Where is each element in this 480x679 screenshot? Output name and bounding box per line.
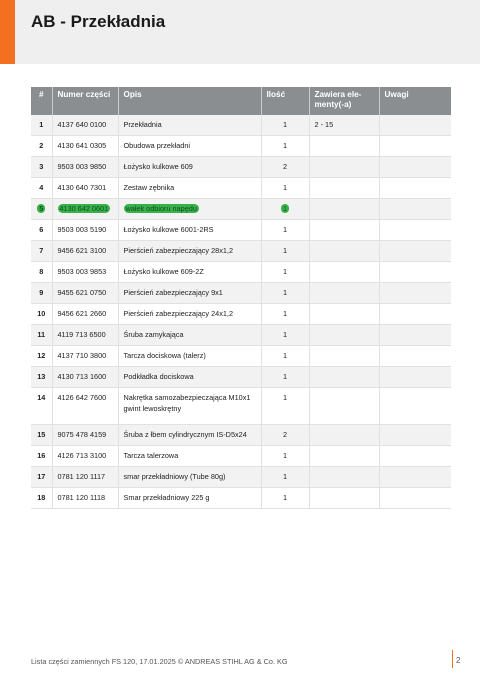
table-row [31, 425, 451, 446]
table-row [31, 178, 451, 199]
cell-row-index: 16 [31, 446, 52, 467]
cell-quantity: 1 [261, 262, 309, 283]
cell-description: Tarcza talerzowa [118, 446, 261, 467]
cell-description: Pierścień zabezpieczający 28x1,2 [118, 241, 261, 262]
cell-description: Śruba zamykająca [118, 325, 261, 346]
cell-notes [379, 178, 451, 199]
cell-part-number: 9503 003 9850 [52, 157, 118, 178]
cell-quantity: 1 [261, 467, 309, 488]
cell-contains [309, 488, 379, 509]
cell-quantity: 1 [261, 488, 309, 509]
cell-notes [379, 304, 451, 325]
cell-contains [309, 367, 379, 388]
table-row [31, 157, 451, 178]
cell-part-number: 4130 640 7301 [52, 178, 118, 199]
cell-contains [309, 388, 379, 425]
cell-part-number: 9456 621 2660 [52, 304, 118, 325]
page-title: AB - Przekładnia [31, 12, 166, 31]
accent-bar [0, 0, 15, 64]
cell-contains [309, 325, 379, 346]
cell-notes [379, 425, 451, 446]
cell-part-number: 9503 003 9853 [52, 262, 118, 283]
cell-description [118, 199, 261, 220]
cell-quantity: 1 [261, 283, 309, 304]
cell-part-number: 4126 713 3100 [52, 446, 118, 467]
table-row [31, 325, 451, 346]
table-body [31, 115, 451, 509]
cell-row-index: 10 [31, 304, 52, 325]
cell-notes [379, 367, 451, 388]
cell-contains [309, 446, 379, 467]
cell-contains: 2 - 15 [309, 115, 379, 136]
table-row [31, 283, 451, 304]
cell-row-index: 13 [31, 367, 52, 388]
cell-notes [379, 325, 451, 346]
cell-quantity: 1 [261, 241, 309, 262]
cell-contains [309, 136, 379, 157]
cell-description: Pierścień zabezpieczający 24x1,2 [118, 304, 261, 325]
col-header-quantity: Ilość [261, 87, 309, 115]
cell-quantity: 1 [261, 220, 309, 241]
highlight-mark: 5 [39, 204, 44, 213]
cell-notes [379, 136, 451, 157]
col-header-description: Opis [118, 87, 261, 115]
highlight-mark: wałek odbioru napędu [125, 204, 197, 213]
cell-notes [379, 220, 451, 241]
cell-notes [379, 488, 451, 509]
cell-contains [309, 262, 379, 283]
cell-quantity: 1 [261, 178, 309, 199]
cell-part-number [52, 199, 118, 220]
cell-row-index: 11 [31, 325, 52, 346]
page-header [0, 0, 480, 64]
col-header-notes: Uwagi [379, 87, 451, 115]
cell-notes [379, 262, 451, 283]
cell-contains [309, 199, 379, 220]
cell-quantity: 1 [261, 325, 309, 346]
cell-row-index: 15 [31, 425, 52, 446]
cell-notes [379, 157, 451, 178]
cell-contains [309, 425, 379, 446]
cell-notes [379, 283, 451, 304]
cell-description: Podkładka dociskowa [118, 367, 261, 388]
table-row [31, 367, 451, 388]
cell-notes [379, 388, 451, 425]
cell-description: Łożysko kulkowe 609-2Z [118, 262, 261, 283]
page-number: 2 [456, 656, 461, 665]
cell-contains [309, 467, 379, 488]
cell-part-number: 4137 640 0100 [52, 115, 118, 136]
cell-description: Tarcza dociskowa (talerz) [118, 346, 261, 367]
table-row [31, 488, 451, 509]
cell-row-index: 4 [31, 178, 52, 199]
table-row [31, 199, 451, 220]
col-header-index: # [31, 87, 52, 115]
cell-row-index: 14 [31, 388, 52, 425]
cell-description: Łożysko kulkowe 6001-2RS [118, 220, 261, 241]
cell-quantity: 1 [261, 367, 309, 388]
col-header-part-number: Numer części [52, 87, 118, 115]
cell-quantity: 1 [261, 115, 309, 136]
table-row [31, 346, 451, 367]
table-row [31, 241, 451, 262]
cell-quantity: 2 [261, 425, 309, 446]
cell-part-number: 4126 642 7600 [52, 388, 118, 425]
cell-quantity: 1 [261, 446, 309, 467]
cell-row-index: 12 [31, 346, 52, 367]
highlight-mark: 4130 642 0601 [59, 204, 109, 213]
cell-row-index: 3 [31, 157, 52, 178]
cell-part-number: 4137 710 3800 [52, 346, 118, 367]
cell-part-number: 4130 641 0305 [52, 136, 118, 157]
parts-table [31, 87, 451, 509]
cell-contains [309, 220, 379, 241]
cell-part-number: 0781 120 1118 [52, 488, 118, 509]
cell-description: Śruba z łbem cylindrycznym IS-D5x24 [118, 425, 261, 446]
footer-separator [452, 650, 453, 668]
cell-notes [379, 115, 451, 136]
cell-row-index: 1 [31, 115, 52, 136]
cell-quantity: 2 [261, 157, 309, 178]
cell-notes [379, 446, 451, 467]
cell-row-index: 17 [31, 467, 52, 488]
cell-row-index: 18 [31, 488, 52, 509]
cell-quantity: 1 [261, 136, 309, 157]
table-row [31, 446, 451, 467]
cell-part-number: 9503 003 5190 [52, 220, 118, 241]
cell-quantity: 1 [261, 304, 309, 325]
cell-description: Smar przekładniowy 225 g [118, 488, 261, 509]
cell-part-number: 0781 120 1117 [52, 467, 118, 488]
table-row [31, 467, 451, 488]
cell-row-index [31, 199, 52, 220]
cell-description: Zestaw zębnika [118, 178, 261, 199]
cell-contains [309, 346, 379, 367]
cell-description: Pierścień zabezpieczający 9x1 [118, 283, 261, 304]
cell-description: Obudowa przekładni [118, 136, 261, 157]
cell-notes [379, 241, 451, 262]
cell-notes [379, 467, 451, 488]
cell-contains [309, 241, 379, 262]
table-row [31, 304, 451, 325]
cell-row-index: 9 [31, 283, 52, 304]
cell-description: smar przekładniowy (Tube 80g) [118, 467, 261, 488]
table-row [31, 388, 451, 425]
table-row [31, 262, 451, 283]
cell-part-number: 9456 621 3100 [52, 241, 118, 262]
cell-quantity: 1 [261, 388, 309, 425]
cell-part-number: 4119 713 6500 [52, 325, 118, 346]
cell-description: Przekładnia [118, 115, 261, 136]
cell-part-number: 9075 478 4159 [52, 425, 118, 446]
table-row [31, 220, 451, 241]
cell-row-index: 7 [31, 241, 52, 262]
cell-contains [309, 178, 379, 199]
cell-description: Łożysko kulkowe 609 [118, 157, 261, 178]
footer-text: Lista części zamiennych FS 120, 17.01.2025 © ANDREAS STIHL AG & Co. KG [31, 657, 288, 666]
table-row [31, 115, 451, 136]
cell-notes [379, 346, 451, 367]
cell-notes [379, 199, 451, 220]
cell-part-number: 4130 713 1600 [52, 367, 118, 388]
cell-contains [309, 283, 379, 304]
cell-quantity: 1 [261, 346, 309, 367]
cell-description: Nakrętka samozabezpieczająca M10x1 gwint lewoskrętny [118, 388, 261, 425]
cell-quantity [261, 199, 309, 220]
cell-contains [309, 304, 379, 325]
cell-part-number: 9455 621 0750 [52, 283, 118, 304]
highlight-mark: 1 [282, 204, 288, 213]
cell-row-index: 6 [31, 220, 52, 241]
table-header-row [31, 87, 451, 115]
cell-row-index: 8 [31, 262, 52, 283]
cell-contains [309, 157, 379, 178]
col-header-contains: Zawiera ele-menty(-a) [309, 87, 379, 115]
cell-row-index: 2 [31, 136, 52, 157]
table-row [31, 136, 451, 157]
